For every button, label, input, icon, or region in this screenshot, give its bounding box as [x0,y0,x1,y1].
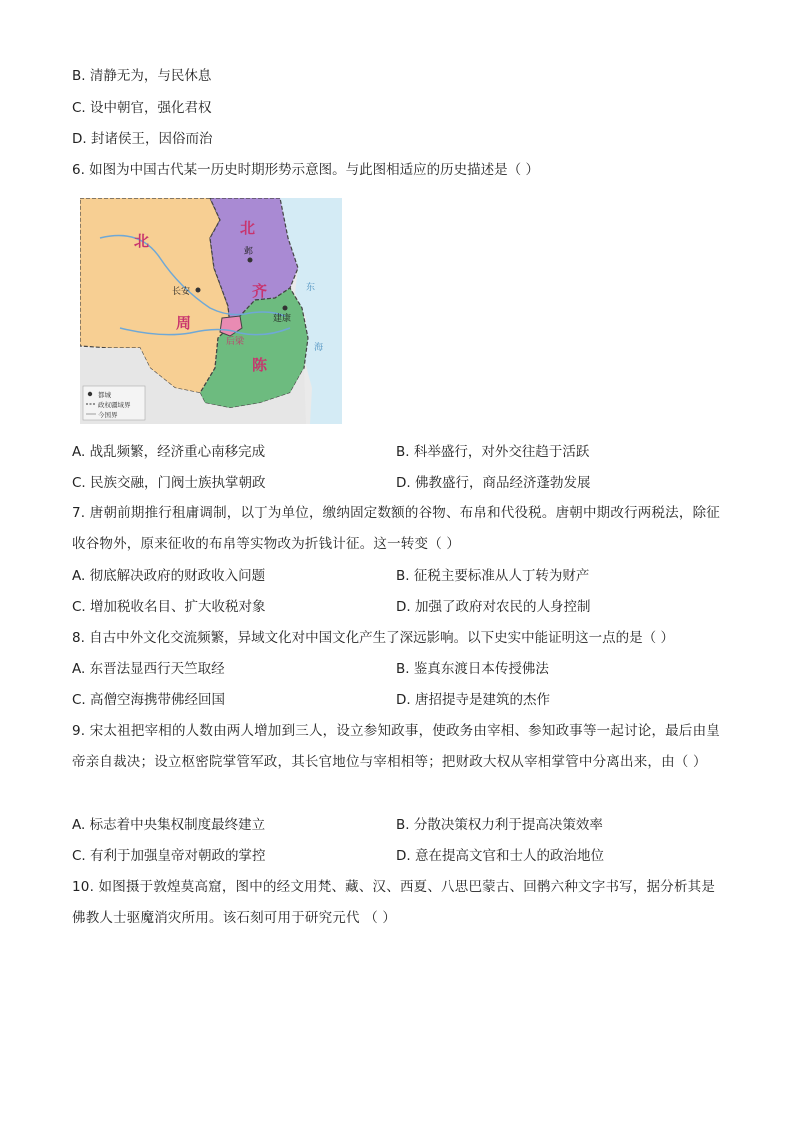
map-label-chen: 陈 [252,356,268,374]
q9-option-a: A. 标志着中央集权制度最终建立 [72,817,266,833]
q6-option-c: C. 民族交融，门阀士族执掌朝政 [72,475,266,491]
prev-option-b: B. 清静无为，与民休息 [72,68,212,84]
q9-option-d: D. 意在提高文官和士人的政治地位 [396,848,604,864]
map-capital-changan [196,288,201,293]
q7-stem: 7. 唐朝前期推行租庸调制，以丁为单位，缴纳固定数额的谷物、布帛和代役税。唐朝中期改行两税法，除征收谷物外，原来征收的布帛等实物改为折钱计征。这一转变（ ） [72,505,720,552]
q7-option-b: B. 征税主要标准从人丁转为财产 [396,568,590,584]
q9-option-b: B. 分散决策权力利于提高决策效率 [396,817,603,833]
legend-border: 政权疆域界 [98,401,131,409]
map-label-bei-qi-1: 北 [240,219,256,237]
prev-option-d: D. 封诸侯王，因俗而治 [72,131,213,147]
q8-option-d: D. 唐招提寺是建筑的杰作 [396,692,550,708]
legend-capital: 都城 [98,391,111,399]
map-legend [83,386,145,420]
map-label-bei-zhou-2: 周 [176,314,192,332]
q8-stem: 8. 自古中外文化交流频繁，异域文化对中国文化产生了深远影响。以下史实中能证明这一点的是（ ） [72,630,674,646]
q6-option-d: D. 佛教盛行，商品经济蓬勃发展 [396,475,591,491]
legend-capital-icon [88,392,92,396]
q8-option-c: C. 高僧空海携带佛经回国 [72,692,226,708]
legend-modern: 今国界 [98,411,118,419]
q10-stem: 10. 如图摄于敦煌莫高窟，图中的经文用梵、藏、汉、西夏、八思巴蒙古、回鹘六种文字书写，据分析其是佛教人士驱魔消灾所用。该石刻可用于研究元代 （ ） [72,879,716,926]
map-label-bei-zhou-1: 北 [134,232,150,250]
q8-option-b: B. 鉴真东渡日本传授佛法 [396,661,549,677]
prev-option-c: C. 设中朝官，强化君权 [72,100,212,116]
map-label-changan: 长安 [172,287,191,297]
q9-option-c: C. 有利于加强皇帝对朝政的掌控 [72,848,266,864]
q6-stem: 6. 如图为中国古代某一历史时期形势示意图。与此图相适应的历史描述是（ ） [72,162,539,178]
q6-map [80,198,342,424]
map-label-bei-qi-2: 齐 [252,282,268,300]
map-label-dong: 东 [306,283,316,293]
map-label-ye: 邺 [244,247,254,257]
map-capital-ye [248,258,253,263]
q6-option-b: B. 科举盛行，对外交往趋于活跃 [396,444,590,460]
map-label-jiankang: 建康 [273,314,292,324]
q6-option-a: A. 战乱频繁，经济重心南移完成 [72,444,266,460]
map-label-hai: 海 [314,343,324,353]
map-label-hou-liang: 后梁 [226,337,245,347]
q7-option-d: D. 加强了政府对农民的人身控制 [396,599,591,615]
map-capital-jiankang [283,306,288,311]
q9-stem: 9. 宋太祖把宰相的人数由两人增加到三人，设立参知政事，使政务由宰相、参知政事等一起讨论，最后由皇帝亲自裁决；设立枢密院掌管军政，其长官地位与宰相相等；把财政大权从宰相掌管中分离出来，由（ ） [72,723,720,770]
q8-option-a: A. 东晋法显西行天竺取经 [72,661,225,677]
q7-option-c: C. 增加税收名目、扩大收税对象 [72,599,266,615]
q7-option-a: A. 彻底解决政府的财政收入问题 [72,568,266,584]
